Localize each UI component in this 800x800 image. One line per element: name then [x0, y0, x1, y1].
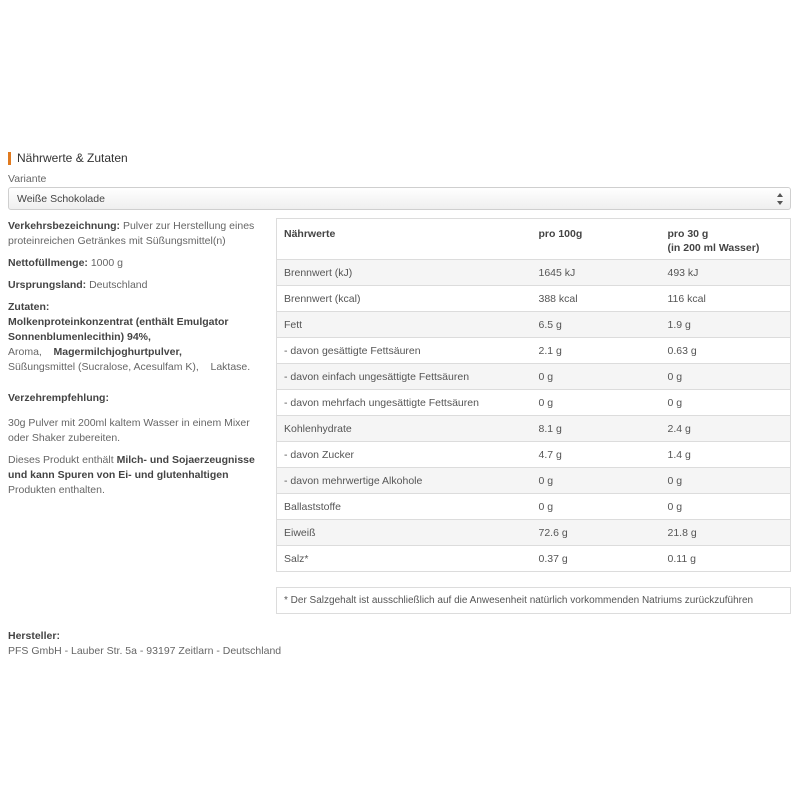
value-per-serving: 1.4 g [668, 442, 791, 468]
nutrient-name: Brennwert (kJ) [277, 260, 539, 286]
manufacturer [8, 629, 281, 659]
ingredients-part5: Laktase. [210, 361, 251, 373]
table-row [277, 442, 791, 468]
table-row [277, 468, 791, 494]
recommendation [8, 391, 270, 446]
value-per-serving: 0.11 g [668, 546, 791, 572]
value-per-serving: 2.4 g [668, 416, 791, 442]
header-per-serving: pro 30 g (in 200 ml Wasser) [668, 219, 791, 260]
value-per-serving: 0 g [668, 364, 791, 390]
table-row [277, 520, 791, 546]
value-per-100g: 8.1 g [539, 416, 668, 442]
variant-select[interactable] [8, 187, 791, 210]
nutrient-name: - davon mehrwertige Alkohole [277, 468, 539, 494]
value-per-100g: 72.6 g [539, 520, 668, 546]
origin [8, 278, 270, 293]
salt-footnote: * Der Salzgehalt ist ausschließlich auf die Anwesenheit natürlich vorkommenden Natriums zurückzuführen [276, 587, 791, 614]
value-per-serving: 116 kcal [668, 286, 791, 312]
ingredients-part4: Süßungsmittel (Sucralose, Acesulfam K), [8, 361, 199, 373]
nutrient-name: - davon mehrfach ungesättigte Fettsäuren [277, 390, 539, 416]
nutrient-name: Brennwert (kcal) [277, 286, 539, 312]
value-per-serving: 0 g [668, 468, 791, 494]
allergen-pre: Dieses Produkt enthält [8, 454, 114, 466]
designation-label: Verkehrsbezeichnung: [8, 220, 121, 232]
manufacturer-label: Hersteller: [8, 630, 60, 642]
table-row [277, 416, 791, 442]
net-label: Nettofüllmenge: [8, 257, 88, 269]
ingredients [8, 300, 270, 375]
nutrient-name: Ballaststoffe [277, 494, 539, 520]
origin-label: Ursprungsland: [8, 279, 87, 291]
designation-text: Pulver zur Herstellung eines proteinreichen Getränkes mit Süßungsmittel(n) [8, 220, 255, 247]
allergen-bold: Milch- und Sojaerzeugnisse und kann Spuren von Ei- und glutenhaltigen [8, 454, 255, 481]
section-title [8, 151, 128, 165]
allergen-post: Produkten enthalten. [8, 484, 105, 496]
ingredients-part2: Aroma, [8, 346, 42, 358]
value-per-100g: 4.7 g [539, 442, 668, 468]
nutrient-name: - davon gesättigte Fettsäuren [277, 338, 539, 364]
value-per-serving: 493 kJ [668, 260, 791, 286]
value-per-serving: 0.63 g [668, 338, 791, 364]
value-per-serving: 0 g [668, 494, 791, 520]
value-per-serving: 21.8 g [668, 520, 791, 546]
value-per-100g: 0 g [539, 494, 668, 520]
value-per-100g: 2.1 g [539, 338, 668, 364]
nutrient-name: - davon einfach ungesättigte Fettsäuren [277, 364, 539, 390]
nutrient-name: - davon Zucker [277, 442, 539, 468]
ingredients-part1: Molkenproteinkonzentrat (enthält Emulgator Sonnenblumenlecithin) 94%, [8, 316, 229, 343]
designation [8, 219, 270, 249]
nutrient-name: Salz* [277, 546, 539, 572]
table-row [277, 364, 791, 390]
table-row [277, 260, 791, 286]
table-row [277, 546, 791, 572]
variant-label: Variante [8, 173, 47, 185]
accent-bar [8, 152, 11, 165]
table-row [277, 286, 791, 312]
value-per-serving: 0 g [668, 390, 791, 416]
value-per-100g: 388 kcal [539, 286, 668, 312]
variant-selected-value: Weiße Schokolade [17, 192, 105, 205]
table-row [277, 494, 791, 520]
value-per-100g: 1645 kJ [539, 260, 668, 286]
table-header-row [277, 219, 791, 260]
net-text: 1000 g [90, 257, 123, 269]
net-quantity [8, 256, 270, 271]
nutrient-name: Kohlenhydrate [277, 416, 539, 442]
select-arrows-icon [776, 193, 784, 205]
nutrition-table [276, 218, 791, 572]
product-info [8, 219, 270, 505]
value-per-100g: 0 g [539, 468, 668, 494]
ingredients-label: Zutaten: [8, 301, 50, 313]
table-row [277, 338, 791, 364]
nutrient-name: Fett [277, 312, 539, 338]
value-per-100g: 0 g [539, 364, 668, 390]
origin-text: Deutschland [89, 279, 148, 291]
value-per-serving: 1.9 g [668, 312, 791, 338]
value-per-100g: 0 g [539, 390, 668, 416]
allergen-info [8, 453, 270, 498]
value-per-100g: 6.5 g [539, 312, 668, 338]
recommendation-text: 30g Pulver mit 200ml kaltem Wasser in einem Mixer oder Shaker zubereiten. [8, 417, 250, 444]
recommendation-label: Verzehrempfehlung: [8, 392, 109, 404]
manufacturer-text: PFS GmbH - Lauber Str. 5a - 93197 Zeitlarn - Deutschland [8, 645, 282, 657]
header-nutrients: Nährwerte [277, 219, 539, 260]
ingredients-part3: Magermilchjoghurtpulver, [53, 346, 182, 358]
header-per-100g: pro 100g [539, 219, 668, 260]
table-row [277, 390, 791, 416]
section-title-text: Nährwerte & Zutaten [17, 151, 128, 165]
nutrient-name: Eiweiß [277, 520, 539, 546]
table-row [277, 312, 791, 338]
value-per-100g: 0.37 g [539, 546, 668, 572]
